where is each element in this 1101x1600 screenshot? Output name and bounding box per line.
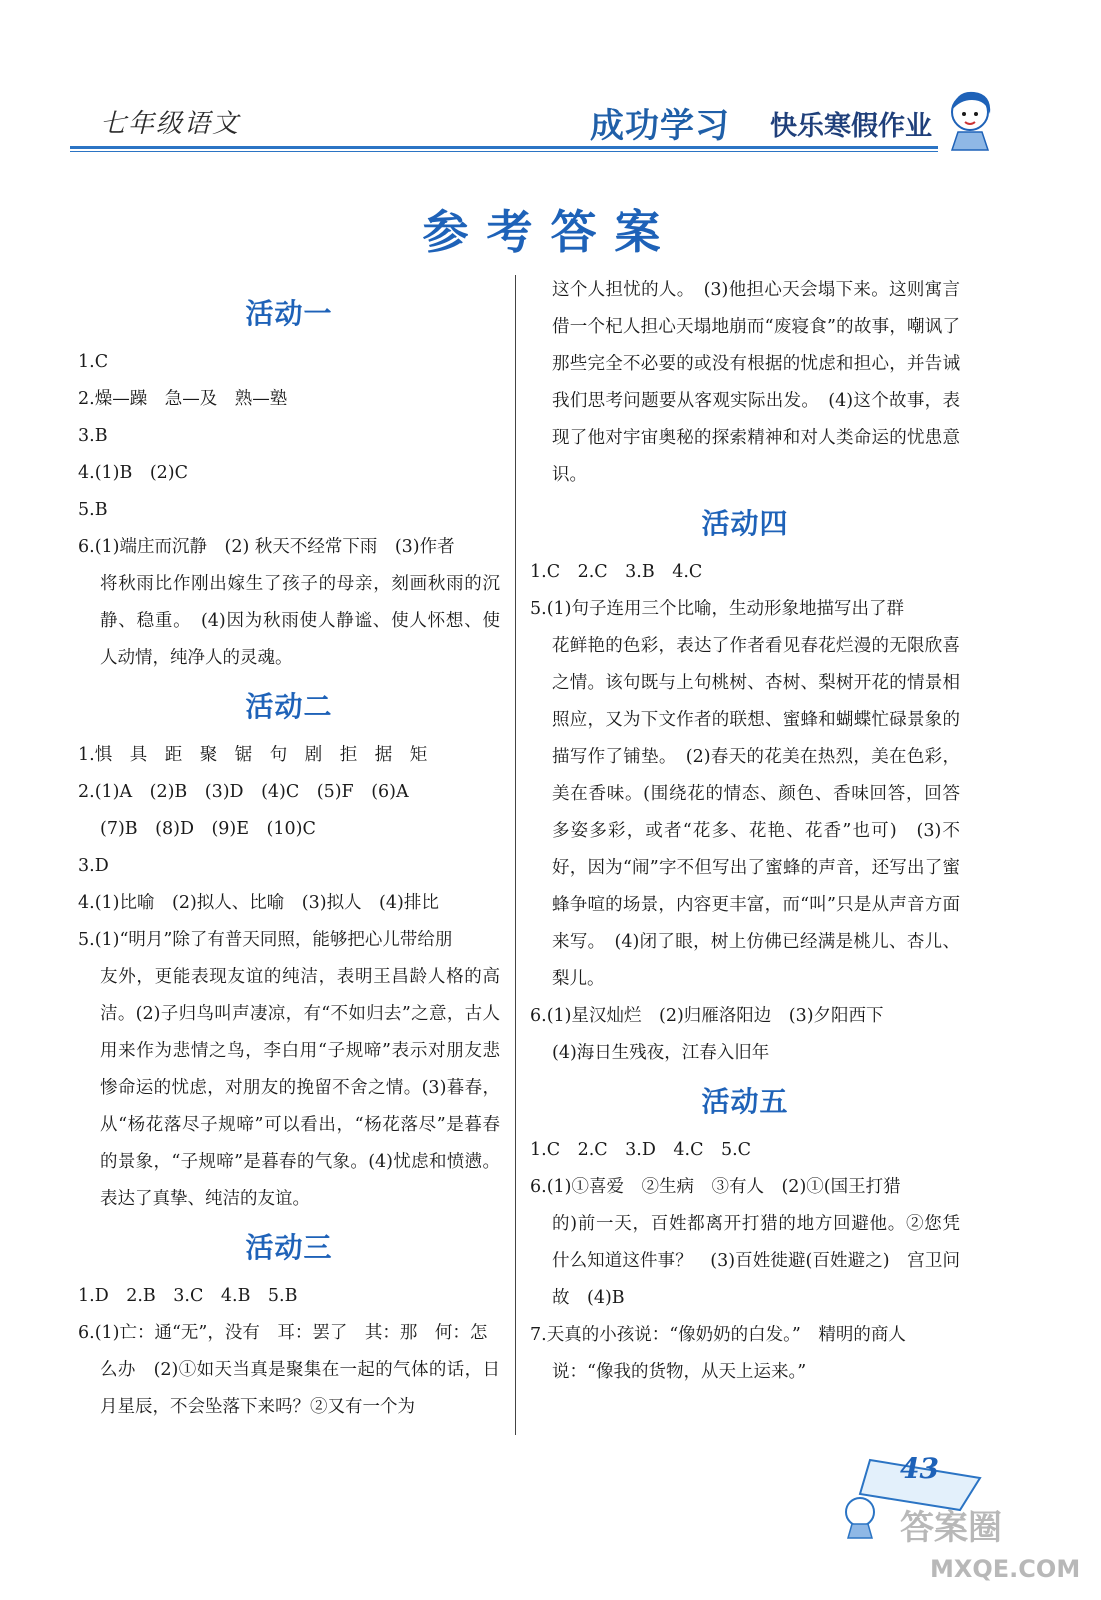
answer-continuation: 将秋雨比作刚出嫁生了孩子的母亲，刻画秋雨的沉静、稳重。 (4)因为秋雨使人静谧、使人怀想、使人动情，纯净人的灵魂。 (100, 574, 500, 668)
answer-item: 6.(1)亡：通“无”，没有 耳：罢了 其：那 何：怎 (78, 1323, 488, 1343)
answer-continuation: (4)海日生残夜，江春入旧年 (552, 1043, 770, 1063)
answer-item: (7)B (8)D (9)E (10)C (100, 819, 316, 839)
answer-item: 5.B (78, 500, 108, 520)
section-heading-4: 活动四 (701, 507, 789, 540)
page-title: 参考答案 (422, 205, 679, 259)
header-rule-thin (70, 151, 938, 152)
answer-continuation: 这个人担忧的人。 (3)他担心天会塌下来。这则寓言借一个杞人担心天塌地崩而“废寝食”的故事，嘲讽了那些完全不必要的或没有根据的忧虑和担心，并告诫我们思考问题要从客观实际出发。 (4)这个故事，表现了他对宇宙奥秘的探索精神和对人类命运的忧患意识。 (552, 280, 960, 485)
header-subtitle: 快乐寒假作业 (770, 111, 932, 142)
answer-item: 1.C 2.C 3.B 4.C (530, 562, 703, 582)
answer-item: 5.(1)句子连用三个比喻，生动形象地描写出了群 (530, 599, 904, 619)
answer-item: 1.D 2.B 3.C 4.B 5.B (78, 1286, 298, 1306)
answer-continuation: 花鲜艳的色彩，表达了作者看见春花烂漫的无限欣喜之情。该句既与上句桃树、杏树、梨树开花的情景相照应，又为下文作者的联想、蜜蜂和蝴蝶忙碌景象的描写作了铺垫。 (2)春天的花美在热烈，美在色彩，美在香味。(围绕花的情态、颜色、香味回答，回答多姿多彩，或者“花多、花艳、花香”也可) (3)不好，因为“闹”字不但写出了蜜蜂的声音，还写出了蜜蜂争喧的场景，内容更丰富，而“叫”只是从声音方面来写。 (4)闭了眼，树上仿佛已经满是桃儿、杏儿、梨儿。 (552, 636, 960, 989)
answer-item: 6.(1)端庄而沉静 (2) 秋天不经常下雨 (3)作者 (78, 537, 455, 557)
answer-continuation: 说：“像我的货物，从天上运来。” (552, 1362, 807, 1382)
column-divider (515, 275, 516, 1435)
section-heading-5: 活动五 (701, 1085, 789, 1118)
answer-item: 6.(1)星汉灿烂 (2)归雁洛阳边 (3)夕阳西下 (530, 1006, 884, 1026)
answer-item: 2.燥—躁 急—及 熟—塾 (78, 389, 288, 409)
answer-item: 6.(1)①喜爱 ②生病 ③有人 (2)①(国王打猎 (530, 1177, 901, 1197)
answer-item: 3.B (78, 426, 108, 446)
section-heading-2: 活动二 (245, 690, 333, 723)
answer-item: 1.C (78, 352, 109, 372)
header-subject: 七年级语文 (100, 109, 241, 139)
right-column (530, 272, 960, 1391)
section-heading-1: 活动一 (245, 297, 333, 330)
header-rule (70, 146, 938, 149)
answer-item: 1.C 2.C 3.D 4.C 5.C (530, 1140, 752, 1160)
left-column (78, 284, 500, 1426)
mascot-girl-icon (942, 86, 1002, 152)
section-heading-3: 活动三 (245, 1231, 333, 1264)
watermark-logo: 答案圈 (900, 1508, 1002, 1548)
answer-item: 3.D (78, 856, 109, 876)
page-number: 43 (900, 1452, 939, 1485)
answer-item: 4.(1)比喻 (2)拟人、比喻 (3)拟人 (4)排比 (78, 893, 439, 913)
answer-continuation: 的)前一天，百姓都离开打猎的地方回避他。②您凭什么知道这件事？ (3)百姓徙避(百姓避之) 宫卫问故 (4)B (552, 1214, 960, 1308)
answer-item: 5.(1)“明月”除了有普天同照，能够把心儿带给朋 (78, 930, 453, 950)
answer-item: 4.(1)B (2)C (78, 463, 189, 483)
answer-item: 1.惧 具 距 聚 锯 句 剧 拒 据 矩 (78, 745, 428, 765)
answer-continuation: 么办 (2)①如天当真是聚集在一起的气体的话，日月星辰，不会坠落下来吗？②又有一个为 (100, 1360, 500, 1417)
answer-continuation: 友外，更能表现友谊的纯洁，表明王昌龄人格的高洁。(2)子归鸟叫声凄凉，有“不如归去”之意，古人用来作为悲情之鸟，李白用“子规啼”表示对朋友悲惨命运的忧虑，对朋友的挽留不舍之情。(3)暮春，从“杨花落尽子规啼”可以看出，“杨花落尽”是暮春的景象，“子规啼”是暮春的气象。(4)忧虑和愤懑。表达了真挚、纯洁的友谊。 (100, 967, 500, 1209)
header-brand: 成功学习 (590, 106, 730, 146)
watermark-url: MXQE.COM (930, 1555, 1081, 1583)
answer-item: 7.天真的小孩说：“像奶奶的白发。” 精明的商人 (530, 1325, 906, 1345)
answer-item: 2.(1)A (2)B (3)D (4)C (5)F (6)A (78, 782, 409, 802)
